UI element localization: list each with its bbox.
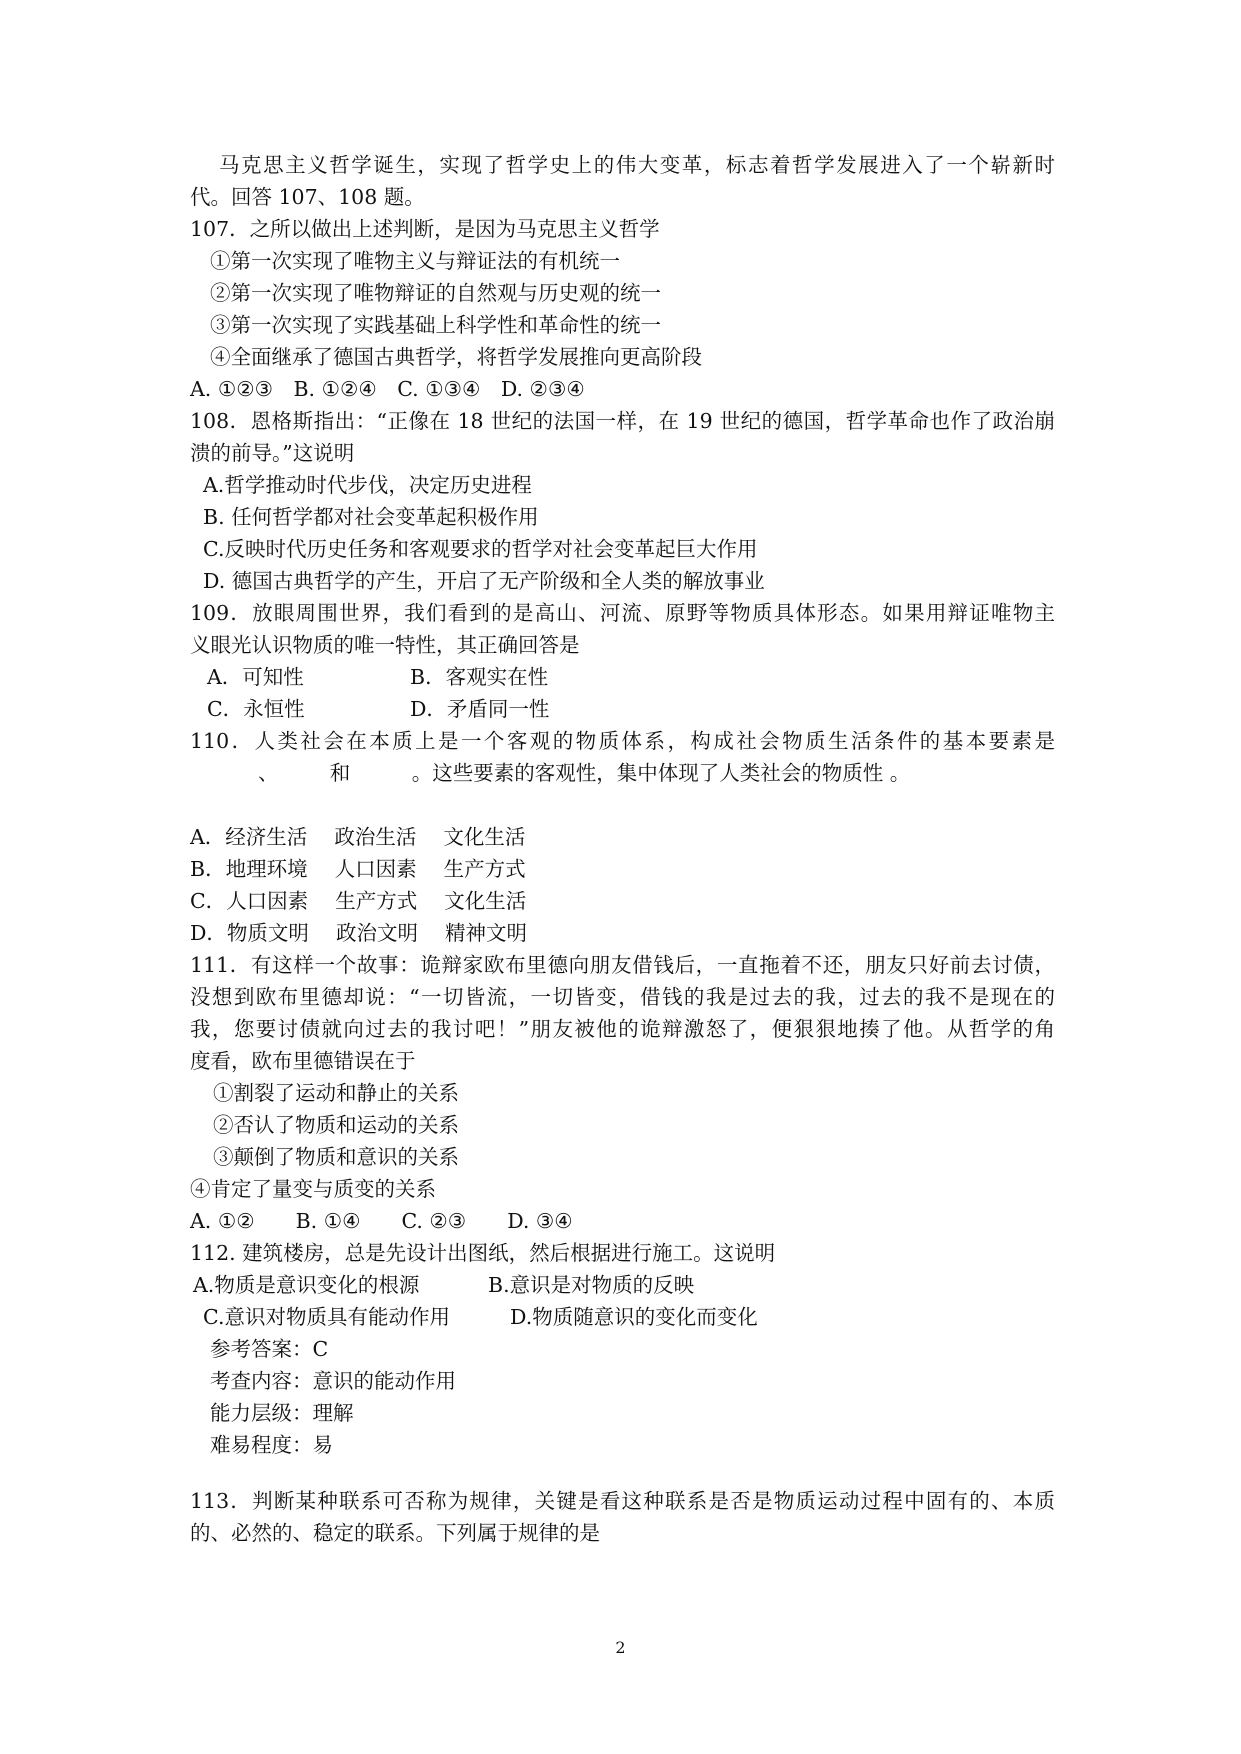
q111-item-2: ②否认了物质和运动的关系 <box>213 1113 459 1137</box>
q107-item-3: ③第一次实现了实践基础上科学性和革命性的统一 <box>210 313 661 337</box>
q111-item-1: ①割裂了运动和静止的关系 <box>213 1081 459 1105</box>
q111-stem-3: 我，您要讨债就向过去的我讨吧！”朋友被他的诡辩激怒了，便狠狠地揍了他。从哲学的角 <box>190 1017 1055 1041</box>
q112-option-d: D.物质随意识的变化而变化 <box>510 1305 758 1329</box>
q109-stem-1: 109．放眼周围世界，我们看到的是高山、河流、原野等物质具体形态。如果用辩证唯物主 <box>190 601 1055 625</box>
q110-option-d: D．物质文明 政治文明 精神文明 <box>190 921 527 945</box>
q111-stem-2: 没想到欧布里德却说：“一切皆流，一切皆变，借钱的我是过去的我，过去的我不是现在的 <box>190 985 1055 1009</box>
q111-stem-1: 111．有这样一个故事：诡辩家欧布里德向朋友借钱后，一直拖着不还，朋友只好前去讨债， <box>190 953 1055 977</box>
q111-choices: A. ①② B. ①④ C. ②③ D. ③④ <box>190 1209 573 1233</box>
q111-stem-4: 度看，欧布里德错误在于 <box>190 1049 416 1073</box>
q110-option-c: C．人口因素 生产方式 文化生活 <box>190 889 527 913</box>
q108-option-d: D. 德国古典哲学的产生，开启了无产阶级和全人类的解放事业 <box>203 569 765 593</box>
q112-option-b: B.意识是对物质的反映 <box>488 1273 695 1297</box>
q113-stem-2: 的、必然的、稳定的联系。下列属于规律的是 <box>190 1521 600 1545</box>
q112-difficulty: 难易程度：易 <box>210 1433 333 1457</box>
intro-line-2: 代。回答 107、108 题。 <box>190 185 425 209</box>
q109-stem-2: 义眼光认识物质的唯一特性，其正确回答是 <box>190 633 580 657</box>
q107-item-4: ④全面继承了德国古典哲学，将哲学发展推向更高阶段 <box>210 345 702 369</box>
q107-item-1: ①第一次实现了唯物主义与辩证法的有机统一 <box>210 249 620 273</box>
q109-option-c: C．永恒性 <box>207 697 305 721</box>
q110-option-b: B．地理环境 人口因素 生产方式 <box>190 857 526 881</box>
q112-option-c: C.意识对物质具有能动作用 <box>203 1305 450 1329</box>
q107-stem: 107．之所以做出上述判断，是因为马克思主义哲学 <box>190 217 660 241</box>
page-number: 2 <box>615 1638 626 1657</box>
q111-item-4: ④肯定了量变与质变的关系 <box>190 1177 436 1201</box>
q112-ability: 能力层级：理解 <box>210 1401 354 1425</box>
q111-item-3: ③颠倒了物质和意识的关系 <box>213 1145 459 1169</box>
q108-option-c: C.反映时代历史任务和客观要求的哲学对社会变革起巨大作用 <box>203 537 758 561</box>
intro-line-1: 马克思主义哲学诞生，实现了哲学史上的伟大变革，标志着哲学发展进入了一个崭新时 <box>219 153 1055 177</box>
q110-stem-1: 110．人类社会在本质上是一个客观的物质体系，构成社会物质生活条件的基本要素是 <box>190 729 1055 753</box>
q109-option-b: B．客观实在性 <box>410 665 549 689</box>
q112-stem: 112. 建筑楼房，总是先设计出图纸，然后根据进行施工。这说明 <box>190 1241 776 1265</box>
q110-option-a: A．经济生活 政治生活 文化生活 <box>190 825 526 849</box>
q113-stem-1: 113．判断某种联系可否称为规律，关键是看这种联系是否是物质运动过程中固有的、本质 <box>190 1489 1055 1513</box>
q109-option-d: D．矛盾同一性 <box>410 697 550 721</box>
q108-option-b: B. 任何哲学都对社会变革起积极作用 <box>203 505 539 529</box>
q109-option-a: A．可知性 <box>207 665 304 689</box>
q112-answer: 参考答案：C <box>210 1337 329 1361</box>
q110-stem-2: 、 和 。这些要素的客观性，集中体现了人类社会的物质性 。 <box>258 761 911 785</box>
q107-item-2: ②第一次实现了唯物辩证的自然观与历史观的统一 <box>210 281 661 305</box>
q107-choices: A. ①②③ B. ①②④ C. ①③④ D. ②③④ <box>190 377 585 401</box>
q108-option-a: A.哲学推动时代步伐，决定历史进程 <box>203 473 532 497</box>
q112-content: 考查内容：意识的能动作用 <box>210 1369 456 1393</box>
q108-stem-2: 溃的前导。”这说明 <box>190 441 355 465</box>
q112-option-a: A.物质是意识变化的根源 <box>193 1273 420 1297</box>
q108-stem-1: 108．恩格斯指出：“正像在 18 世纪的法国一样，在 19 世纪的德国，哲学革命也作了政治崩 <box>190 409 1055 433</box>
